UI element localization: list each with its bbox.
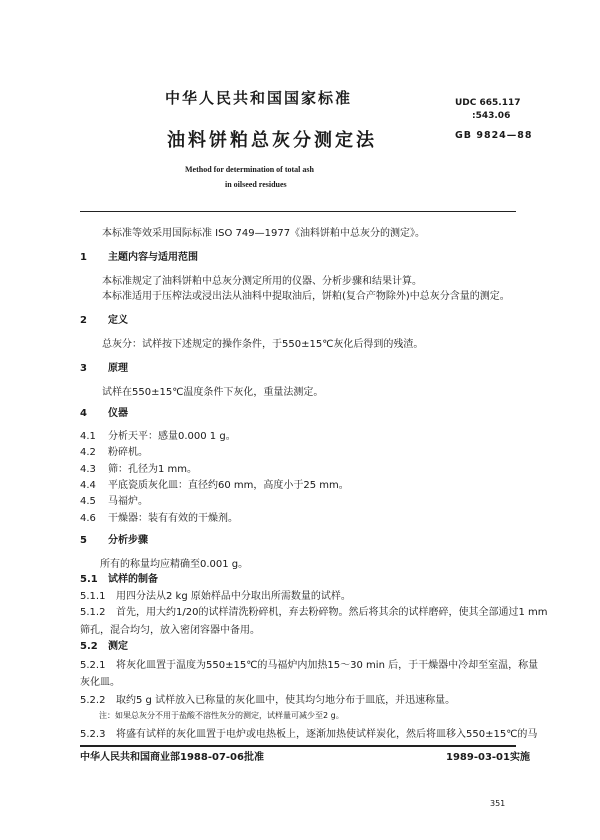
clause-5-1-2: 5.1.2 首先，用大约1/20的试样清洗粉碎机，弃去粉碎物。然后将其余的试样磨碎，使其全部通过1 mm: [80, 607, 548, 618]
section-1-heading: 1 主题内容与适用范围: [80, 252, 198, 263]
list-item: 4.6 干燥器：装有有效的干燥剂。: [80, 513, 238, 524]
title-cn: 油料饼粕总灰分测定法: [167, 130, 377, 151]
title-en-line1: Method for determination of total ash: [185, 165, 314, 174]
section-4-heading: 4 仪器: [80, 408, 128, 419]
list-item: 4.4 平底瓷质灰化皿：直径约60 mm，高度小于25 mm。: [80, 480, 349, 491]
clause-5-2-1: 5.2.1 将灰化皿置于温度为550±15℃的马福炉内加热15～30 min 后，于干燥器中冷却至室温，称量: [80, 660, 539, 671]
list-item: 4.3 筛：孔径为1 mm。: [80, 464, 198, 475]
list-item: 4.1 分析天平：感量0.000 1 g。: [80, 431, 236, 442]
udc-line1: UDC 665.117: [455, 98, 521, 108]
list-item: 4.2 粉碎机。: [80, 447, 148, 458]
effective-date: 1989-03-01实施: [446, 752, 530, 763]
section-5-heading: 5 分析步骤: [80, 535, 148, 546]
section-2-heading: 2 定义: [80, 315, 128, 326]
clause-5-2-3: 5.2.3 将盛有试样的灰化皿置于电炉或电热板上，逐渐加热使试样炭化，然后将皿移入550±15℃的马: [80, 729, 538, 740]
gb-number: GB 9824—88: [455, 130, 533, 141]
section-1-p1: 本标准规定了油料饼粕中总灰分测定所用的仪器、分析步骤和结果计算。: [102, 276, 422, 287]
clause-5-1-2-cont: 筛孔，混合均匀，放入密闭容器中备用。: [80, 625, 260, 636]
title-en-line2: in oilseed residues: [225, 180, 287, 189]
approval-date: 中华人民共和国商业部1988-07-06批准: [80, 752, 264, 763]
page-number: 351: [490, 799, 506, 808]
header-divider: [80, 211, 516, 212]
section-3-heading: 3 原理: [80, 363, 128, 374]
section-3-p1: 试样在550±15℃温度条件下灰化，重量法测定。: [102, 387, 324, 398]
clause-5-2-2: 5.2.2 取约5 g 试样放入已称量的灰化皿中，使其均匀地分布于皿底，并迅速称量。: [80, 695, 456, 706]
footer-divider: [80, 745, 516, 747]
subsection-5-1: 5.1 试样的制备: [80, 574, 158, 585]
clause-5-2-2-note: 注：如果总灰分不用于盐酸不溶性灰分的测定，试样量可减少至2 g。: [99, 711, 344, 720]
intro: 本标准等效采用国际标准 ISO 749—1977《油料饼粕中总灰分的测定》。: [102, 228, 426, 239]
subsection-5-2: 5.2 测定: [80, 641, 128, 652]
clause-5-1-1: 5.1.1 用四分法从2 kg 原始样品中分取出所需数量的试样。: [80, 591, 351, 602]
section-5-note: 所有的称量均应精确至0.001 g。: [100, 559, 249, 570]
clause-5-2-1-cont: 灰化皿。: [80, 677, 120, 688]
issuing-org: 中华人民共和国国家标准: [165, 89, 353, 107]
list-item: 4.5 马福炉。: [80, 496, 148, 507]
section-1-p2: 本标准适用于压榨法或浸出法从油料中提取油后，饼粕(复合产物除外)中总灰分含量的测定。: [102, 291, 510, 302]
section-2-p1: 总灰分：试样按下述规定的操作条件，于550±15℃灰化后得到的残渣。: [102, 339, 424, 350]
udc-line2: :543.06: [472, 111, 511, 121]
